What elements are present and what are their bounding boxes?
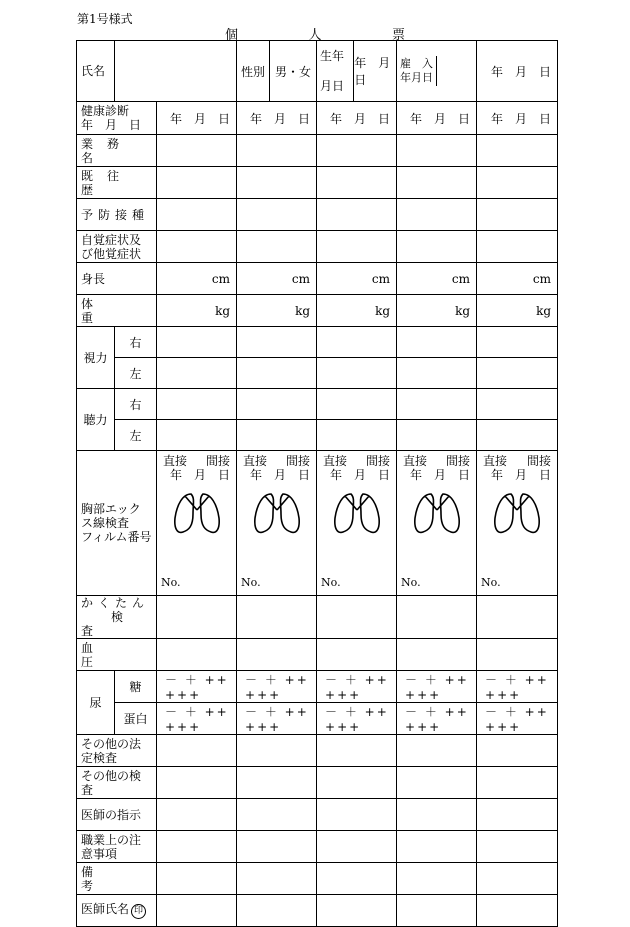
- history-row: [77, 167, 558, 199]
- urine-protein-row: [77, 703, 558, 735]
- birth-cell: [317, 41, 403, 102]
- title-char: 票: [391, 28, 405, 43]
- xray-cell[interactable]: 直接 間接 年 月 日 No.: [237, 451, 317, 596]
- vision-label: 視力: [77, 327, 115, 389]
- other-exam-row: [77, 767, 558, 799]
- other-legal-row: [77, 735, 558, 767]
- sputum-label: かくたん 検査: [77, 596, 157, 639]
- urine-scale[interactable]: － ＋ ++ +++: [397, 671, 477, 703]
- exam-date-2[interactable]: 年 月 日: [237, 102, 317, 135]
- urine-scale[interactable]: － ＋ ++ +++: [317, 671, 397, 703]
- hire-label: 雇 入 年月日: [397, 56, 437, 86]
- header-row: [77, 41, 558, 102]
- job-label: 業務名: [77, 135, 157, 167]
- sputum-row: [77, 596, 558, 639]
- remarks-row: [77, 863, 558, 895]
- hire-cell: [397, 41, 477, 102]
- birth-label: 生年月日: [317, 41, 354, 101]
- lungs-icon: [409, 490, 465, 538]
- height-row: [77, 263, 558, 295]
- urine-scale[interactable]: － ＋ ++ +++: [317, 703, 397, 735]
- doctor-instruction-row: [77, 799, 558, 831]
- doctor-name-row: [77, 895, 558, 927]
- remarks-label: 備考: [77, 863, 157, 895]
- history-label: 既往歴: [77, 167, 157, 199]
- occupational-label: 職業上の注 意事項: [77, 831, 157, 863]
- lungs-icon: [489, 490, 545, 538]
- hearing-left-row: [77, 420, 558, 451]
- doctor-instruction-label: 医師の指示: [77, 799, 157, 831]
- hearing-label: 聴力: [77, 389, 115, 451]
- xray-cell[interactable]: 直接 間接 年 月 日 No.: [157, 451, 237, 596]
- weight-label: 体重: [77, 295, 157, 327]
- height-value[interactable]: cm: [397, 263, 477, 295]
- xray-label: 胸部エック ス線検査 フィルム番号: [77, 451, 157, 596]
- vaccination-row: [77, 199, 558, 231]
- weight-value[interactable]: kg: [157, 295, 237, 327]
- urine-label: 尿: [77, 671, 115, 735]
- exam-date-3[interactable]: 年 月 日: [317, 102, 397, 135]
- vaccination-label: 予防接種: [77, 199, 157, 231]
- name-field[interactable]: [115, 41, 237, 102]
- sex-label: 性別: [237, 41, 270, 102]
- title-char: 個: [225, 28, 239, 43]
- weight-value[interactable]: kg: [477, 295, 558, 327]
- lungs-icon: [249, 490, 305, 538]
- urine-sugar-label: 糖: [115, 671, 157, 703]
- height-value[interactable]: cm: [237, 263, 317, 295]
- vision-right-label: 右: [115, 327, 157, 358]
- exam-date-4[interactable]: 年 月 日: [397, 102, 477, 135]
- height-value[interactable]: cm: [317, 263, 397, 295]
- urine-scale[interactable]: － ＋ ++ +++: [157, 671, 237, 703]
- vision-left-label: 左: [115, 358, 157, 389]
- blood-pressure-row: [77, 639, 558, 671]
- weight-value[interactable]: kg: [397, 295, 477, 327]
- birth-date[interactable]: 年 月 日: [354, 56, 403, 87]
- urine-sugar-row: [77, 671, 558, 703]
- height-value[interactable]: cm: [157, 263, 237, 295]
- name-label: 氏名: [77, 41, 115, 102]
- vision-left-row: [77, 358, 558, 389]
- urine-scale[interactable]: － ＋ ++ +++: [157, 703, 237, 735]
- lungs-icon: [329, 490, 385, 538]
- exam-date-1[interactable]: 年 月 日: [157, 102, 237, 135]
- title-char: 人: [308, 28, 322, 43]
- symptoms-row: [77, 231, 558, 263]
- urine-scale[interactable]: － ＋ ++ +++: [237, 671, 317, 703]
- vision-right-row: [77, 327, 558, 358]
- weight-value[interactable]: kg: [237, 295, 317, 327]
- hire-date[interactable]: 年 月 日: [477, 41, 558, 102]
- blood-pressure-label: 血圧: [77, 639, 157, 671]
- xray-cell[interactable]: 直接 間接 年 月 日 No.: [397, 451, 477, 596]
- doctor-name-label: 医師氏名 印: [77, 895, 157, 927]
- urine-scale[interactable]: － ＋ ++ +++: [477, 671, 558, 703]
- height-label: 身長: [77, 263, 157, 295]
- job-row: [77, 135, 558, 167]
- xray-row: [77, 451, 558, 596]
- exam-date-row: [77, 102, 558, 135]
- urine-scale[interactable]: － ＋ ++ +++: [477, 703, 558, 735]
- seal-mark: 印: [131, 904, 146, 919]
- weight-row: [77, 295, 558, 327]
- lungs-icon: [169, 490, 225, 538]
- hearing-right-row: [77, 389, 558, 420]
- xray-cell[interactable]: 直接 間接 年 月 日 No.: [317, 451, 397, 596]
- xray-cell[interactable]: 直接 間接 年 月 日 No.: [477, 451, 558, 596]
- hearing-left-label: 左: [115, 420, 157, 451]
- weight-value[interactable]: kg: [317, 295, 397, 327]
- urine-scale[interactable]: － ＋ ++ +++: [397, 703, 477, 735]
- other-exam-label: その他の検 査: [77, 767, 157, 799]
- personal-record-table: [76, 40, 558, 927]
- exam-date-5[interactable]: 年 月 日: [477, 102, 558, 135]
- form-number: 第1号様式: [77, 12, 133, 26]
- height-value[interactable]: cm: [477, 263, 558, 295]
- hearing-right-label: 右: [115, 389, 157, 420]
- urine-protein-label: 蛋白: [115, 703, 157, 735]
- occupational-row: [77, 831, 558, 863]
- urine-scale[interactable]: － ＋ ++ +++: [237, 703, 317, 735]
- symptoms-label: 自覚症状及 び他覚症状: [77, 231, 157, 263]
- sex-options[interactable]: 男・女: [270, 41, 317, 102]
- other-legal-label: その他の法 定検査: [77, 735, 157, 767]
- exam-date-label: 健康診断 年 月 日: [77, 102, 157, 135]
